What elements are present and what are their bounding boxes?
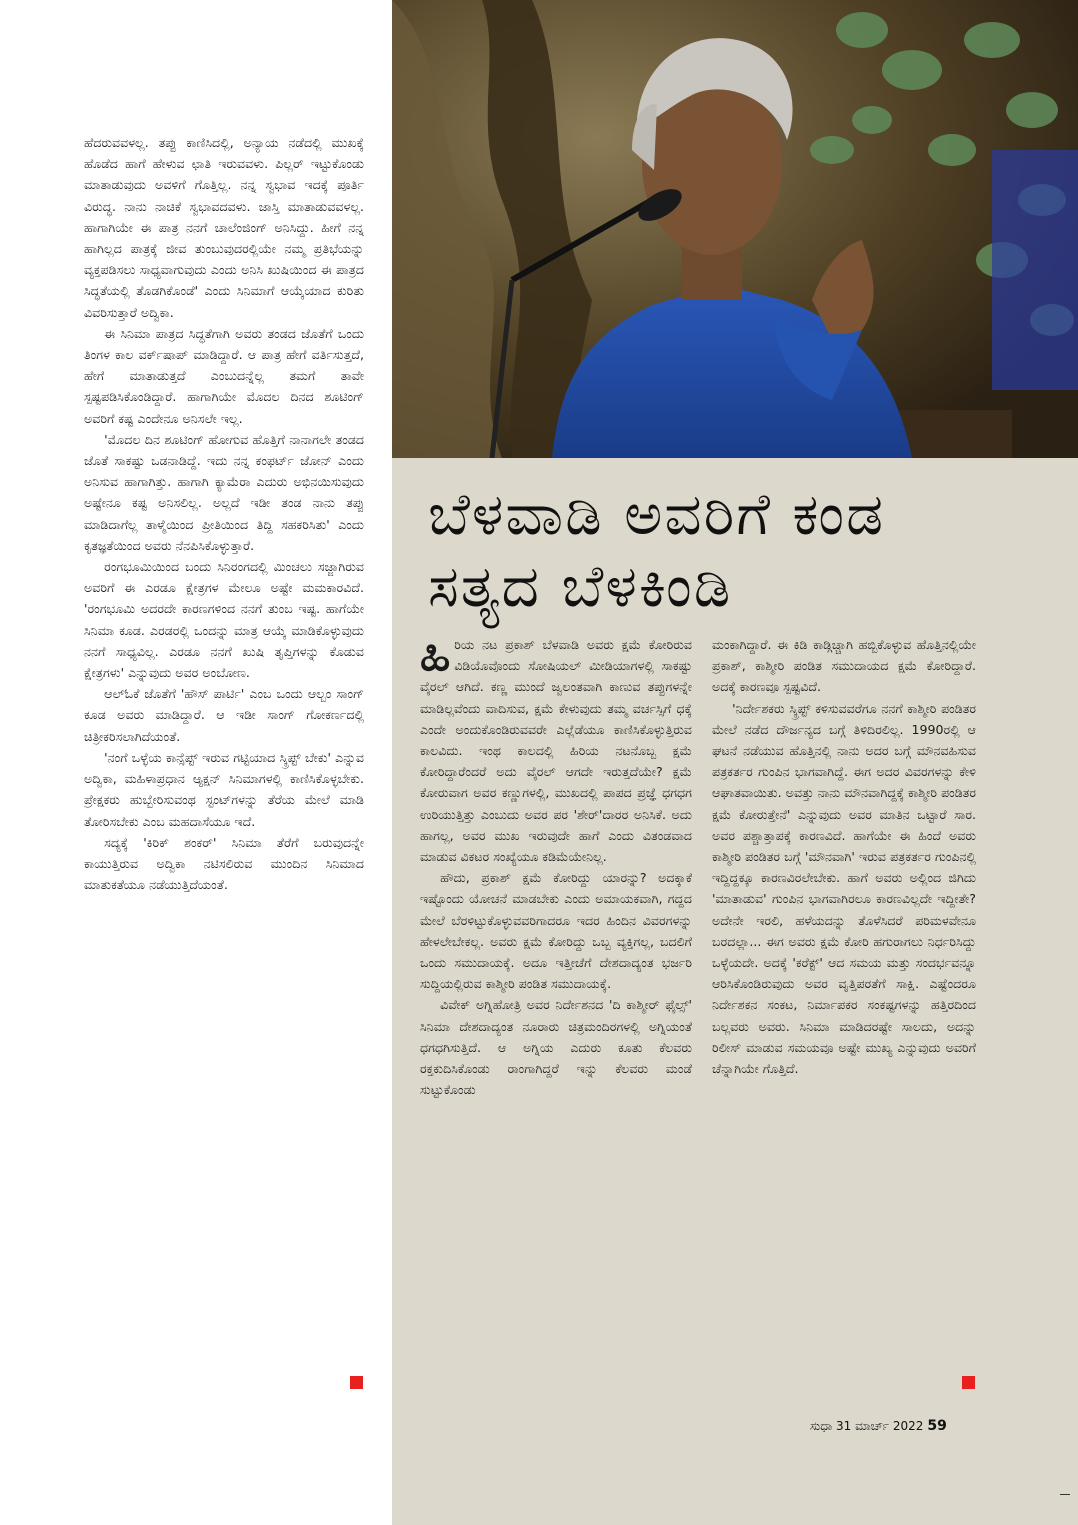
- middle-article-column: [420, 630, 692, 1100]
- left-paragraph: 'ನಂಗೆ ಒಳ್ಳೆಯ ಕಾನ್ಸೆಪ್ಟ್ ಇರುವ ಗಟ್ಟಿಯಾದ ಸ್ಕ್ರಿಪ್ಟ್ ಬೇಕು' ಎನ್ನುವ ಅದ್ವಿಕಾ, ಮಹಿಳಾಪ್ರಧಾನ ಆ್ಯಕ್ಷನ್ ಸಿನಿಮಾಗಳಲ್ಲಿ ಕಾಣಿಸಿಕೊಳ್ಳಬೇಕು. ಪ್ರೇಕ್ಷಕರು ಹುಬ್ಬೇರಿಸುವಂಥ ಸ್ಟಂಟ್‌ಗಳನ್ನು ತೆರೆಯ ಮೇಲೆ ಮಾಡಿ ತೋರಿಸಬೇಕು ಎಂಬ ಮಹದಾಸೆಯೂ ಇದೆ.: [84, 749, 364, 829]
- crop-mark: [1060, 1494, 1070, 1495]
- end-mark-icon: [350, 1376, 363, 1389]
- left-paragraph: ಹೆದರುವವಳಲ್ಲ. ತಪ್ಪು ಕಾಣಿಸಿದಲ್ಲಿ, ಅನ್ಯಾಯ ನಡೆದಲ್ಲಿ ಮುಖಕ್ಕೆ ಹೊಡೆದ ಹಾಗೆ ಹೇಳುವ ಛಾತಿ ಇರುವವಳು. ಪಿಲ್ಲರ್ ಇಟ್ಟುಕೊಂಡು ಮಾತಾಡುವುದು ಅವಳಿಗೆ ಗೊತ್ತಿಲ್ಲ. ನನ್ನ ಸ್ವಭಾವ ಇದಕ್ಕೆ ಪೂರ್ತಿ ವಿರುದ್ಧ. ನಾನು ನಾಚಿಕೆ ಸ್ವಭಾವದವಳು. ಜಾಸ್ತಿ ಮಾತಾಡುವವಳಲ್ಲ. ಹಾಗಾಗಿಯೇ ಈ ಪಾತ್ರ ನನಗೆ ಚಾಲೆಂಜಿಂಗ್ ಅನಿಸಿದ್ದು. ಹೀಗೆ ನನ್ನ ಹಾಗಿಲ್ಲದ ಪಾತ್ರಕ್ಕೆ ಜೀವ ತುಂಬುವುದರಲ್ಲಿಯೇ ನಮ್ಮ ಪ್ರತಿಭೆಯನ್ನು ವ್ಯಕ್ತಪಡಿಸಲು ಸಾಧ್ಯವಾಗುವುದು ಎಂದು ಅನಿಸಿ ಖುಷಿಯಿಂದ ಈ ಪಾತ್ರದ ಸಿದ್ಧತೆಯಲ್ಲಿ ತೊಡಗಿಕೊಂಡೆ' ಎಂದು ಸಿನಿಮಾಗೆ ಆಯ್ಕೆಯಾದ ಕುರಿತು ವಿವರಿಸುತ್ತಾರೆ ಅದ್ವಿಕಾ.: [84, 135, 364, 320]
- folio-text: ಸುಧಾ 31 ಮಾರ್ಚ್ 2022: [810, 1419, 924, 1433]
- right-paragraph: ಮಂಕಾಗಿದ್ದಾರೆ. ಈ ಕಿಡಿ ಕಾಡ್ಗಿಚ್ಚಾಗಿ ಹಬ್ಬಿಕೊಳ್ಳುವ ಹೊತ್ತಿನಲ್ಲಿಯೇ ಪ್ರಕಾಶ್, ಕಾಶ್ಮೀರಿ ಪಂಡಿತ ಸಮುದಾಯದ ಕ್ಷಮೆ ಕೋರಿದ್ದಾರೆ. ಅದಕ್ಕೆ ಕಾರಣವೂ ಸ್ಪಷ್ಟವಿದೆ.: [712, 637, 976, 695]
- left-paragraph: ಈ ಸಿನಿಮಾ ಪಾತ್ರದ ಸಿದ್ಧತೆಗಾಗಿ ಅವರು ತಂಡದ ಜೊತೆಗೆ ಒಂದು ತಿಂಗಳ ಕಾಲ ವರ್ಕ್‌ಷಾಪ್ ಮಾಡಿದ್ದಾರೆ. ಆ ಪಾತ್ರ ಹೇಗೆ ವರ್ತಿಸುತ್ತದೆ, ಹೇಗೆ ಮಾತಾಡುತ್ತದೆ ಎಂಬುದನ್ನೆಲ್ಲ ತಮಗೆ ತಾವೇ ಸ್ಪಷ್ಟಪಡಿಸಿಕೊಂಡಿದ್ದಾರೆ. ಹಾಗಾಗಿಯೇ ಮೊದಲ ದಿನದ ಶೂಟಿಂಗ್ ಅವರಿಗೆ ಕಷ್ಟ ಎಂದೇನೂ ಅನಿಸಲೇ ಇಲ್ಲ.: [84, 325, 364, 426]
- middle-paragraph: ಹಿರಿಯ ನಟ ಪ್ರಕಾಶ್ ಬೆಳವಾಡಿ ಅವರು ಕ್ಷಮೆ ಕೋರಿರುವ ವಿಡಿಯೊವೊಂದು ಸೋಷಿಯಲ್ ಮೀಡಿಯಾಗಳಲ್ಲಿ ಸಾಕಷ್ಟು ವೈರಲ್ ಆಗಿದೆ. ಕಣ್ಣ ಮುಂದೆ ಜ್ವಲಂತವಾಗಿ ಕಾಣುವ ತಪ್ಪುಗಳನ್ನೇ ಮಾಡಿಲ್ಲವೆಂದು ವಾದಿಸುವ, ಕ್ಷಮೆ ಕೇಳುವುದು ತಮ್ಮ ವರ್ಚಸ್ಸಿಗೆ ಧಕ್ಕೆ ಎಂದೇ ಅಂದುಕೊಂಡಿರುವವರೇ ಎಲ್ಲೆಡೆಯೂ ಕಾಣಿಸಿಕೊಳ್ಳುತ್ತಿರುವ ಕಾಲವಿದು. ಇಂಥ ಕಾಲದಲ್ಲಿ ಹಿರಿಯ ನಟನೊಬ್ಬ ಕ್ಷಮೆ ಕೋರಿದ್ದಾರೆಂದರೆ ಅದು ವೈರಲ್ ಆಗದೇ ಇರುತ್ತದೆಯೇ? ಕ್ಷಮೆ ಕೋರುವಾಗ ಅವರ ಕಣ್ಣುಗಳಲ್ಲಿ, ಮುಖದಲ್ಲಿ ಪಾಪದ ಪ್ರಜ್ಞೆ ಧಗಧಗ ಉರಿಯುತ್ತಿತ್ತು ಎಂಬುದು ಅವರ ಪರ 'ಶೇರ್'ದಾರರ ಅನಿಸಿಕೆ. ಅದು ಹಾಗಲ್ಲ, ಅವರ ಮುಖ ಇರುವುದೇ ಹಾಗೆ ಎಂದು ವಿತಂಡವಾದ ಮಾಡುವ ವಿಕಟರ ಸಂಖ್ಯೆಯೂ ಕಡಿಮೆಯೇನಿಲ್ಲ.: [420, 630, 692, 865]
- article-headline: [428, 478, 1048, 622]
- middle-paragraph: ವಿವೇಕ್ ಅಗ್ನಿಹೋತ್ರಿ ಅವರ ನಿರ್ದೇಶನದ 'ದಿ ಕಾಶ್ಮೀರ್ ಫೈಲ್ಸ್' ಸಿನಿಮಾ ದೇಶದಾದ್ಯಂತ ನೂರಾರು ಚಿತ್ರಮಂದಿರಗಳಲ್ಲಿ ಅಗ್ನಿಯಂತೆ ಧಗಧಗಿಸುತ್ತಿದೆ. ಆ ಅಗ್ನಿಯ ಎದುರು ಕೂತು ಕೆಲವರು ರಕ್ತಕುದಿಸಿಕೊಂಡು ರಾಂಗಾಗಿದ್ದರೆ ಇನ್ನು ಕೆಲವರು ಮಂಡೆ ಸುಟ್ಟುಕೊಂಡು: [420, 997, 692, 1098]
- headline-line-2: ಸತ್ಯದ ಬೆಳಕಿಂಡಿ: [428, 552, 733, 620]
- right-article-column: [712, 634, 976, 1079]
- left-article-column: [84, 132, 364, 895]
- speaker-photo: [392, 0, 1078, 458]
- drop-cap: ಹಿ: [420, 630, 451, 681]
- middle-paragraph: ಹೌದು, ಪ್ರಕಾಶ್ ಕ್ಷಮೆ ಕೋರಿದ್ದು ಯಾರನ್ನು? ಅದಕ್ಕಾಕೆ ಇಷ್ಟೊಂದು ಯೋಚನೆ ಮಾಡಬೇಕು ಎಂದು ಅಮಾಯಕವಾಗಿ, ಗದ್ದದ ಮೇಲೆ ಬೆರಳಿಟ್ಟುಕೊಳ್ಳುವವರಿಗಾದರೂ ಇದರ ಹಿಂದಿನ ವಿವರಗಳನ್ನು ಹೇಳಲೇಬೇಕಲ್ಲ. ಅವರು ಕ್ಷಮೆ ಕೋರಿದ್ದು ಒಬ್ಬ ವ್ಯಕ್ತಿಗಲ್ಲ, ಬದಲಿಗೆ ಒಂದು ಸಮುದಾಯಕ್ಕೆ. ಅದೂ ಇತ್ತೀಚೆಗೆ ದೇಶದಾದ್ಯಂತ ಭರ್ಜರಿ ಸುದ್ದಿಯಲ್ಲಿರುವ ಕಾಶ್ಮೀರಿ ಪಂಡಿತ ಸಮುದಾಯಕ್ಕೆ.: [420, 870, 692, 992]
- left-paragraph: ರಂಗಭೂಮಿಯಿಂದ ಬಂದು ಸಿನಿರಂಗದಲ್ಲಿ ಮಿಂಚಲು ಸಜ್ಜಾಗಿರುವ ಅವರಿಗೆ ಈ ಎರಡೂ ಕ್ಷೇತ್ರಗಳ ಮೇಲೂ ಅಷ್ಟೇ ಮಮಕಾರವಿದೆ. 'ರಂಗಭೂಮಿ ಅದರದೇ ಕಾರಣಗಳಿಂದ ನನಗೆ ತುಂಬ ಇಷ್ಟ. ಹಾಗೆಯೇ ಸಿನಿಮಾ ಕೂಡ. ಎರಡರಲ್ಲಿ ಒಂದನ್ನು ಮಾತ್ರ ಆಯ್ಕೆ ಮಾಡಿಕೊಳ್ಳುವುದು ನನಗೆ ಸಾಧ್ಯವಿಲ್ಲ. ಎರಡೂ ನನಗೆ ಖುಷಿ ತೃಪ್ತಿಗಳನ್ನು ಕೊಡುವ ಕ್ಷೇತ್ರಗಳು' ಎನ್ನುವುದು ಅವರ ಅಂಬೋಣ.: [84, 559, 364, 681]
- right-paragraph: 'ನಿರ್ದೇಶಕರು ಸ್ಕ್ರಿಪ್ಟ್ ಕಳಿಸುವವರೆಗೂ ನನಗೆ ಕಾಶ್ಮೀರಿ ಪಂಡಿತರ ಮೇಲೆ ನಡೆದ ದೌರ್ಜನ್ಯದ ಬಗ್ಗೆ ತಿಳಿದಿರಲಿಲ್ಲ. 1990ರಲ್ಲಿ ಆ ಘಟನೆ ನಡೆಯುವ ಹೊತ್ತಿನಲ್ಲಿ ನಾನು ಅದರ ಬಗ್ಗೆ ಮೌನವಹಿಸುವ ಪತ್ರಕರ್ತರ ಗುಂಪಿನ ಭಾಗವಾಗಿದ್ದೆ. ಈಗ ಅದರ ವಿವರಗಳನ್ನು ಕೇಳಿ ಆಘಾತವಾಯಿತು. ಅವತ್ತು ನಾನು ಮೌನವಾಗಿದ್ದಕ್ಕೆ ಕಾಶ್ಮೀರಿ ಪಂಡಿತರ ಕ್ಷಮೆ ಕೋರುತ್ತೇನೆ' ಎನ್ನುವುದು ಅವರ ಮಾತಿನ ಒಟ್ಟಾರೆ ಸಾರ. ಅವರ ಪಶ್ಚಾತ್ತಾಪಕ್ಕೆ ಕಾರಣವಿದೆ. ಹಾಗೆಯೇ ಈ ಹಿಂದೆ ಅವರು ಕಾಶ್ಮೀರಿ ಪಂಡಿತರ ಬಗ್ಗೆ 'ಮೌನವಾಗಿ' ಇರುವ ಪತ್ರಕರ್ತರ ಗುಂಪಿನಲ್ಲಿ ಇದ್ದಿದ್ದಕ್ಕೂ ಕಾರಣವಿರಲೇಬೇಕು. ಹಾಗೆ ಅವರು ಅಲ್ಲಿಂದ ಜಿಗಿದು 'ಮಾತಾಡುವ' ಗುಂಪಿನ ಭಾಗವಾಗಿರಲೂ ಕಾರಣವಿಲ್ಲದೇ ಇದ್ದೀತೇ? ಅದೇನೇ ಇರಲಿ, ಹಳೆಯದನ್ನು ತೊಳೆಸಿದರೆ ಪರಿಮಳವೇನೂ ಬರದಲ್ಲಾ... ಈಗ ಅವರು ಕ್ಷಮೆ ಕೋರಿ ಹಗುರಾಗಲು ನಿರ್ಧರಿಸಿದ್ದು ಒಳ್ಳೆಯದೇ. ಅದಕ್ಕೆ 'ಕರೆಕ್ಟ್' ಆದ ಸಮಯ ಮತ್ತು ಸಂದರ್ಭವನ್ನೂ ಆರಿಸಿಕೊಂಡಿರುವುದು ಅವರ ವೃತ್ತಿಪರತೆಗೆ ಸಾಕ್ಷಿ. ಎಷ್ಟೆಂದರೂ ನಿರ್ದೇಶಕನ ಸಂಕಟ, ನಿರ್ಮಾಪಕರ ಸಂಕಷ್ಟಗಳನ್ನು ಹತ್ತಿರದಿಂದ ಬಲ್ಲವರು ಅವರು. ಸಿನಿಮಾ ಮಾಡಿದರಷ್ಟೇ ಸಾಲದು, ಅದನ್ನು ರಿಲೀಸ್ ಮಾಡುವ ಸಮಯವೂ ಅಷ್ಟೇ ಮುಖ್ಯ ಎನ್ನುವುದು ಅವರಿಗೆ ಚೆನ್ನಾಗಿಯೇ ಗೊತ್ತಿದೆ.: [712, 700, 976, 1077]
- left-paragraph: ಸದ್ಯಕ್ಕೆ 'ಕಿರಿಕ್ ಶಂಕರ್' ಸಿನಿಮಾ ತೆರೆಗೆ ಬರುವುದನ್ನೇ ಕಾಯುತ್ತಿರುವ ಅದ್ವಿಕಾ ನಟಿಸಲಿರುವ ಮುಂದಿನ ಸಿನಿಮಾದ ಮಾತುಕತೆಯೂ ನಡೆಯುತ್ತಿದೆಯಂತೆ.: [84, 834, 364, 893]
- left-paragraph: ಆಲ್‌ಓಕೆ ಜೊತೆಗೆ 'ಹೌಸ್ ಪಾರ್ಟಿ' ಎಂಬ ಒಂದು ಆಲ್ಬಂ ಸಾಂಗ್ ಕೂಡ ಅವರು ಮಾಡಿದ್ದಾರೆ. ಆ ಇಡೀ ಸಾಂಗ್ ಗೋಕರ್ಣದಲ್ಲಿ ಚಿತ್ರೀಕರಿಸಲಾಗಿದೆಯಂತೆ.: [84, 686, 364, 744]
- left-paragraph: 'ಮೊದಲ ದಿನ ಶೂಟಿಂಗ್ ಹೋಗುವ ಹೊತ್ತಿಗೆ ನಾನಾಗಲೇ ತಂಡದ ಜೊತೆ ಸಾಕಷ್ಟು ಒಡನಾಡಿದ್ದೆ. ಇದು ನನ್ನ ಕಂಫರ್ಟ್ ಜೋನ್ ಎಂದು ಅನಿಸುವ ಹಾಗಾಗಿತ್ತು. ಹಾಗಾಗಿ ಕ್ಯಾಮೆರಾ ಎದುರು ಅಭಿನಯಿಸುವುದು ಅಷ್ಟೇನೂ ಕಷ್ಟ ಅನಿಸಲಿಲ್ಲ. ಅಲ್ಲದೆ ಇಡೀ ತಂಡ ನಾನು ತಪ್ಪು ಮಾಡಿದಾಗೆಲ್ಲ ತಾಳ್ಮೆಯಿಂದ ಪ್ರೀತಿಯಿಂದ ತಿದ್ದಿ ಸಹಕರಿಸಿತು' ಎಂದು ಕೃತಜ್ಞತೆಯಿಂದ ಅವರು ನೆನಪಿಸಿಕೊಳ್ಳುತ್ತಾರೆ.: [84, 431, 364, 553]
- end-mark-icon: [962, 1376, 975, 1389]
- page-footer: [810, 1418, 947, 1434]
- page-number: 59: [927, 1418, 947, 1434]
- headline-line-1: ಬೆಳವಾಡಿ ಅವರಿಗೆ ಕಂಡ: [428, 480, 886, 548]
